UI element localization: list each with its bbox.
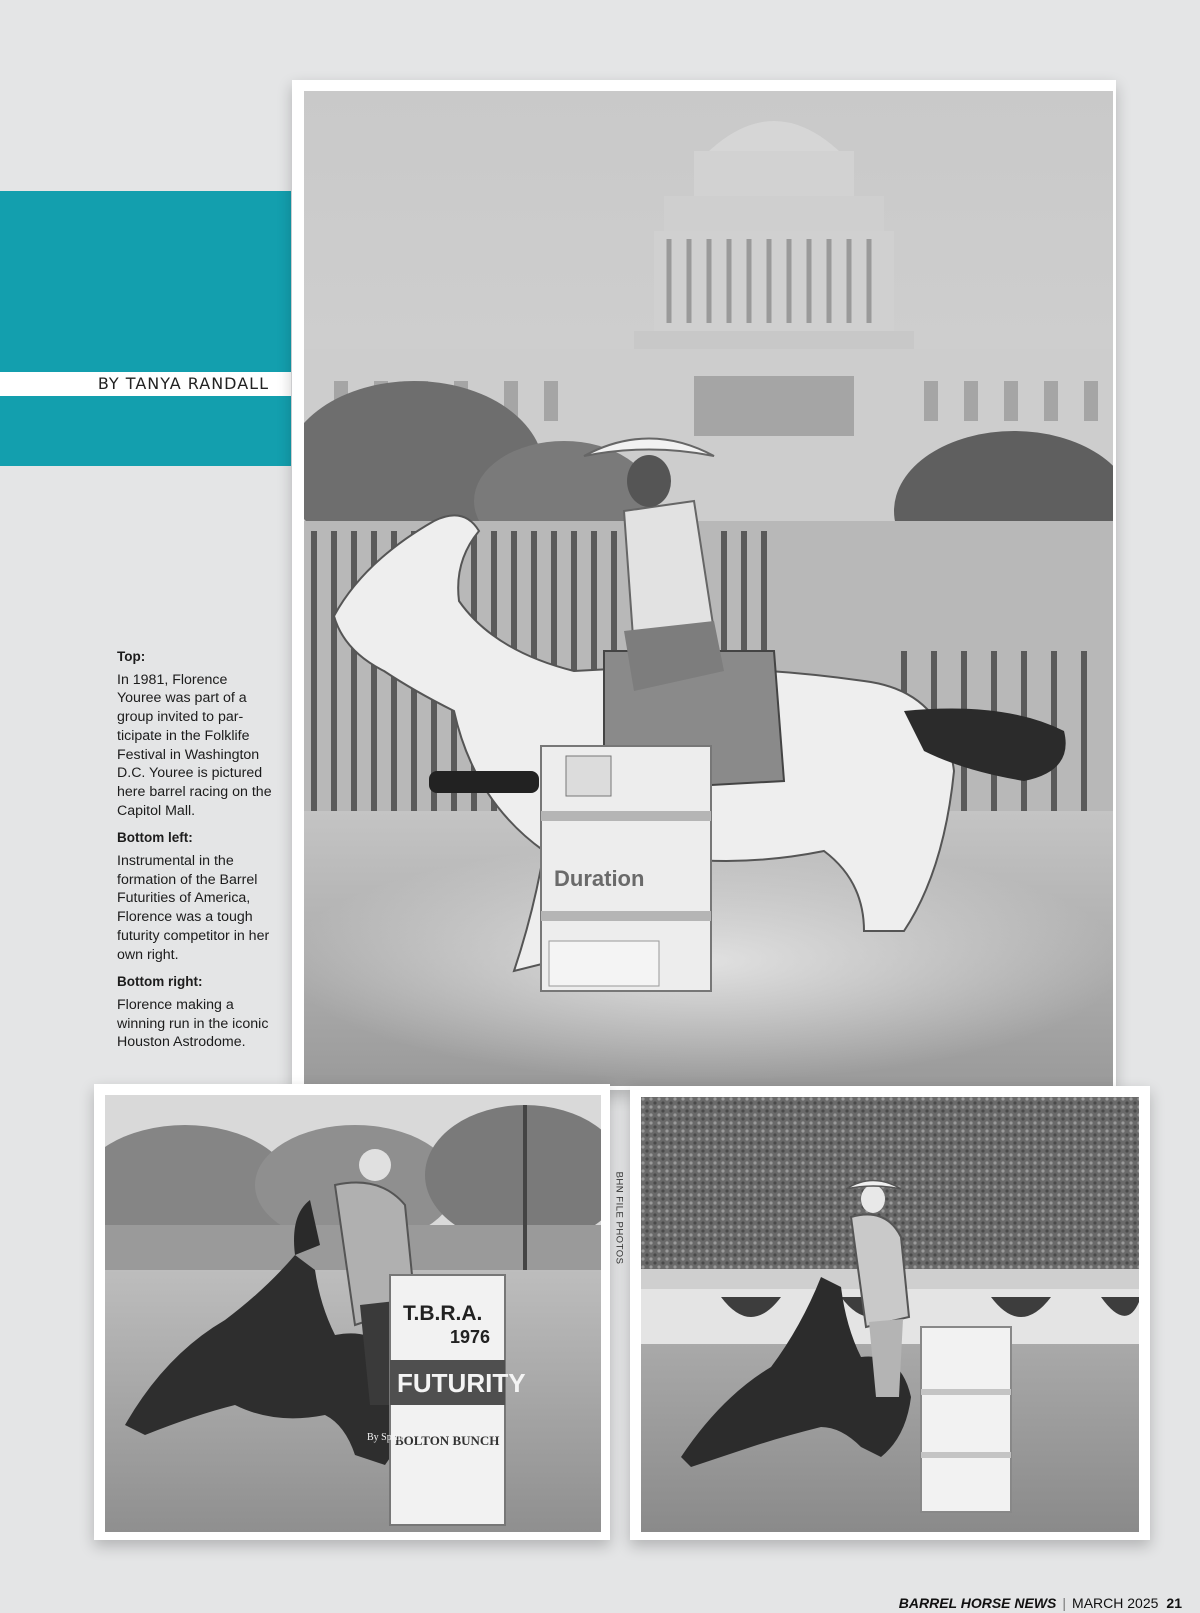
photo-credit-text: BHN FILE PHOTOS [613,1171,625,1265]
magazine-name: BARREL HORSE NEWS [898,1595,1057,1611]
photo-captions [117,648,275,1061]
page-footer [899,1596,1182,1610]
photo-credit [612,1163,626,1273]
top-photo [304,91,1113,1086]
caption-text-bottom-right: Florence making a winning run in the iconic Houston Astrodome. [117,996,269,1051]
caption-heading-bottom-right: Bottom right: [117,974,203,990]
accent-block-upper [0,191,291,372]
futurity-barrel-racing-photo [105,1095,601,1532]
caption-text-top: In 1981, Florence Youree was part of a group invited to par- ticipate in the Folklife Festival in Washington D.C. Youree is pictured here barrel racing on the Capitol Mall. [117,671,272,819]
caption-heading-bottom-left: Bottom left: [117,830,193,846]
barrel-tbra-text: T.B.R.A. [403,1302,483,1325]
barrel-year-text: 1976 [450,1327,491,1347]
byline-bar [0,372,291,396]
barrel-futurity-text: FUTURITY [397,1368,526,1398]
bottom-left-photo [105,1095,601,1532]
photographer-signature: By Sprin [367,1432,403,1443]
issue-date: MARCH 2025 [1072,1595,1159,1611]
capitol-barrel-racing-photo [304,91,1113,1086]
byline: BY TANYA RANDALL [97,374,269,393]
footer-separator: | [1062,1595,1067,1611]
bottom-right-photo [641,1097,1139,1532]
barrel-bottom-text: BOLTON BUNCH [395,1433,500,1448]
accent-block-lower [0,396,291,466]
page-number: 21 [1166,1595,1182,1611]
caption-heading-top: Top: [117,649,146,664]
caption-text-bottom-left: Instrumental in the formation of the Barrel Futurities of America, Florence was a tough futurity competitor in her own right. [117,853,270,963]
astrodome-barrel-racing-photo [641,1097,1139,1532]
barrel-brand: Duration [554,866,645,891]
